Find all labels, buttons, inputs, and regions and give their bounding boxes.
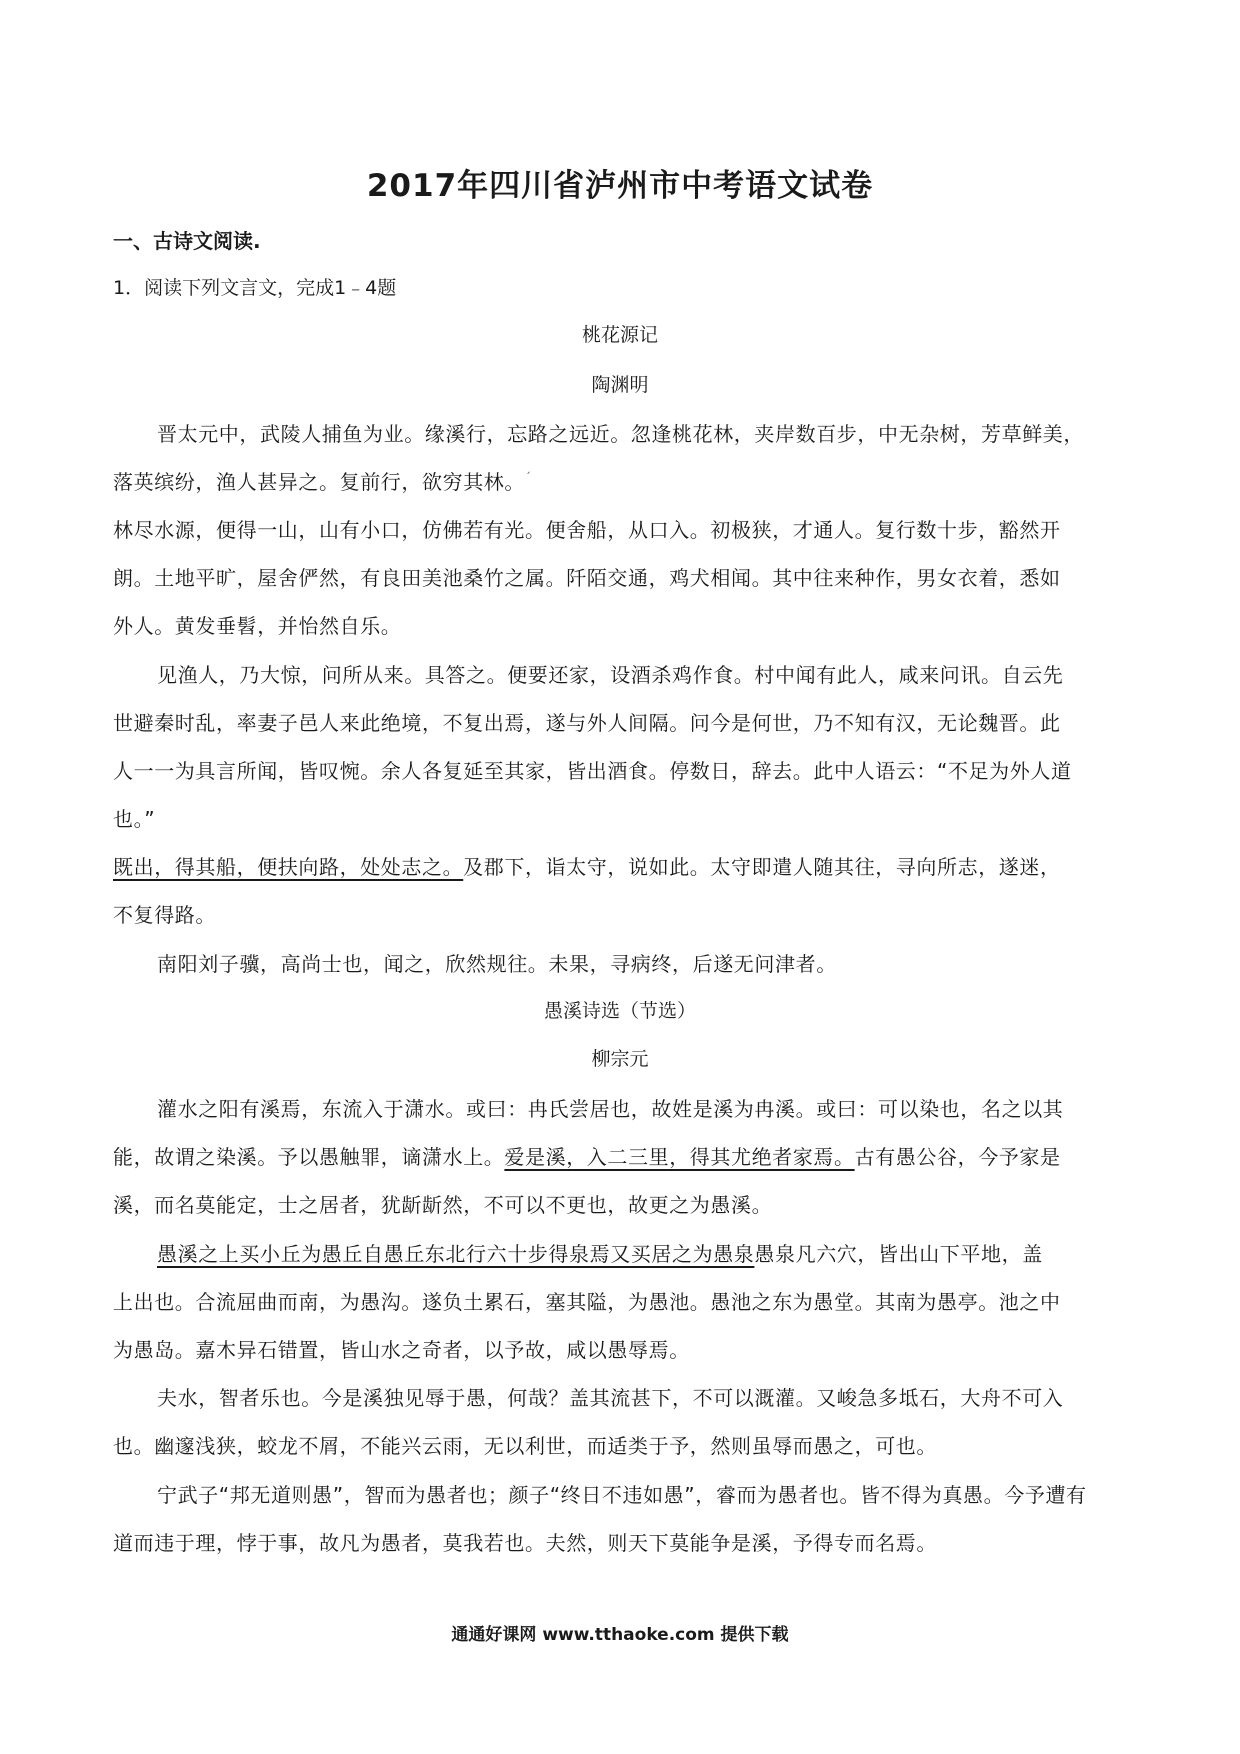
passage2-title: 愚溪诗选（节选） (543, 1000, 696, 1022)
passage1-line: 人一一为具言所闻，皆叹惋。余人各复延至其家，皆出酒食。停数日，辞去。此中人语云：“不足为外人道 (113, 759, 1072, 783)
question-intro: 1．阅读下列文言文，完成1﹣4题 (113, 277, 397, 299)
passage1-title: 桃花源记 (581, 324, 658, 346)
underlined-sentence: 爱是溪，入二三里，得其尤绝者家焉。 (504, 1145, 855, 1169)
passage2-line: 夫水，智者乐也。今是溪独见辱于愚，何哉？盖其流甚下，不可以溉灌。又峻急多坻石，大舟不可入 (157, 1386, 1064, 1410)
passage2-line: 能，故谓之染溪。予以愚触罪，谪潇水上。爱是溪，入二三里，得其尤绝者家焉。古有愚公谷，今予家是 (113, 1145, 1061, 1169)
page-footer: 通通好课网 www.tthaoke.com 提供下载 (451, 1625, 789, 1645)
passage1-line: 也。” (113, 807, 156, 831)
passage2-author: 柳宗元 (591, 1048, 649, 1070)
underlined-sentence: 既出，得其船，便扶向路，处处志之。 (113, 855, 464, 879)
passage2-line: 上出也。合流屈曲而南，为愚沟。遂负土累石，塞其隘，为愚池。愚池之东为愚堂。其南为愚亭。池之中 (113, 1290, 1061, 1314)
passage1-line: 朗。土地平旷，屋舍俨然，有良田美池桑竹之属。阡陌交通，鸡犬相闻。其中往来种作，男女衣着，悉如 (113, 566, 1061, 590)
passage1-line: 不复得路。 (113, 903, 216, 927)
passage2-line: 宁武子“邦无道则愚”，智而为愚者也；颜子“终日不违如愚”，睿而为愚者也。皆不得为真愚。今予遭有 (157, 1483, 1087, 1507)
passage1-line: 晋太元中，武陵人捕鱼为业。缘溪行，忘路之远近。忽逢桃花林，夹岸数百步，中无杂树，芳草鲜美， (157, 422, 1084, 446)
page-title: 2017年四川省泸州市中考语文试卷 (366, 168, 874, 204)
underlined-sentence: 愚溪之上买小丘为愚丘自愚丘东北行六十步得泉焉又买居之为愚泉 (157, 1242, 755, 1266)
passage1-line: 南阳刘子骥，高尚士也，闻之，欣然规往。未果，寻病终，后遂无问津者。 (157, 952, 837, 976)
passage1-author: 陶渊明 (591, 374, 649, 396)
passage2-line: 为愚岛。嘉木异石错置，皆山水之奇者，以予故，咸以愚辱焉。 (113, 1338, 690, 1362)
passage1-line: 落英缤纷，渔人甚异之。复前行，欲穷其林。$^ˊ$ (113, 470, 532, 494)
passage2-line: 也。幽邃浅狭，蛟龙不屑，不能兴云雨，无以利世，而适类于予，然则虽辱而愚之，可也。 (113, 1434, 937, 1458)
passage1-line: 林尽水源，便得一山，山有小口，仿佛若有光。便舍船，从口入。初极狭，才通人。复行数十步，豁然开 (113, 518, 1061, 542)
passage2-line: 灌水之阳有溪焉，东流入于潇水。或曰：冉氏尝居也，故姓是溪为冉溪。或曰：可以染也，名之以其 (157, 1097, 1064, 1121)
passage1-line: 见渔人，乃大惊，问所从来。具答之。便要还家，设酒杀鸡作食。村中闻有此人，咸来问讯。自云先 (157, 663, 1064, 687)
section-heading: 一、古诗文阅读. (113, 229, 261, 253)
passage2-line: 道而违于理，悖于事，故凡为愚者，莫我若也。夫然，则天下莫能争是溪，予得专而名焉。 (113, 1531, 937, 1555)
passage2-line: 溪，而名莫能定，士之居者，犹龂龂然，不可以不更也，故更之为愚溪。 (113, 1193, 773, 1217)
passage1-line: 既出，得其船，便扶向路，处处志之。及郡下，诣太守，说如此。太守即遣人随其往，寻向所志，遂迷， (113, 855, 1061, 879)
green-tick-mark: ˊ (525, 470, 532, 485)
passage1-line: 世避秦时乱，率妻子邑人来此绝境，不复出焉，遂与外人间隔。问今是何世，乃不知有汉，无论魏晋。此 (113, 711, 1061, 735)
passage1-line: 外人。黄发垂髫，并怡然自乐。 (113, 614, 402, 638)
passage2-line: 愚溪之上买小丘为愚丘自愚丘东北行六十步得泉焉又买居之为愚泉愚泉凡六穴，皆出山下平地，盖 (113, 1238, 1129, 1267)
